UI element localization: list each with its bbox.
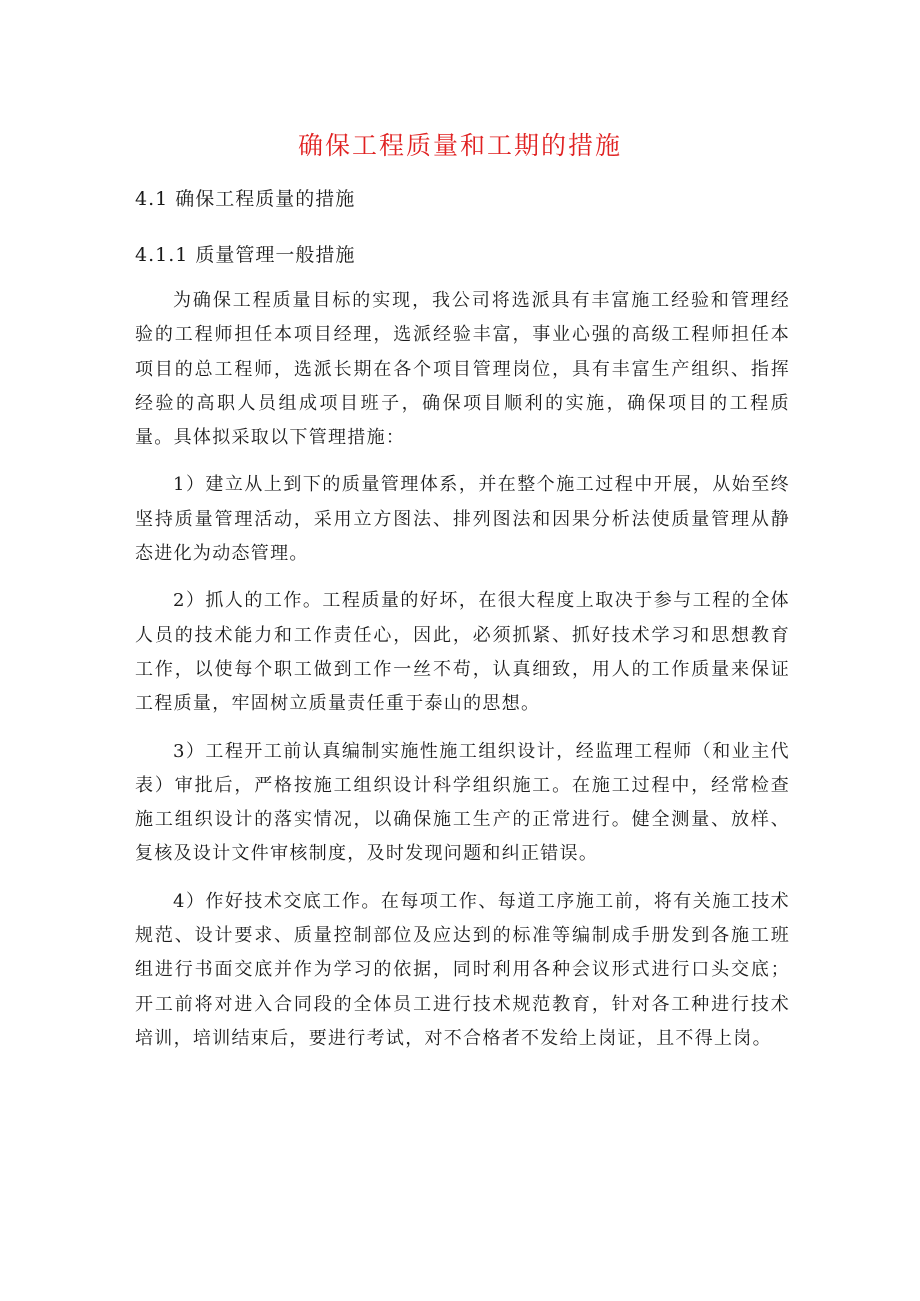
paragraph-item-3: 3）工程开工前认真编制实施性施工组织设计，经监理工程师（和业主代表）审批后，严格按施工组织设计科学组织施工。在施工过程中，经常检查施工组织设计的落实情况，以确保施工生产的正常进行。健全测量、放样、复核及设计文件审核制度，及时发现问题和纠正错误。: [135, 740, 790, 865]
paragraph-item-1: 1）建立从上到下的质量管理体系，并在整个施工过程中开展，从始至终坚持质量管理活动，采用立方图法、排列图法和因果分析法使质量管理从静态进化为动态管理。: [135, 474, 790, 565]
document-title: 确保工程质量和工期的措施: [297, 131, 622, 160]
subsection-heading: 4.1.1 质量管理一般措施: [135, 244, 356, 266]
paragraph-item-4: 4）作好技术交底工作。在每项工作、每道工序施工前，将有关施工技术规范、设计要求、质量控制部位及应达到的标准等编制成手册发到各施工班组进行书面交底并作为学习的依据，同时利用各种会议形式进行口头交底；开工前将对进入合同段的全体员工进行技术规范教育，针对各工种进行技术培训，培训结束后，要进行考试，对不合格者不发给上岗证，且不得上岗。: [135, 890, 790, 1049]
paragraph-item-2: 2）抓人的工作。工程质量的好坏，在很大程度上取决于参与工程的全体人员的技术能力和工作责任心，因此，必须抓紧、抓好技术学习和思想教育工作，以使每个职工做到工作一丝不苟，认真细致，用人的工作质量来保证工程质量，牢固树立质量责任重于泰山的思想。: [135, 590, 790, 715]
body-text: [135, 284, 790, 1069]
section-heading: 4.1 确保工程质量的措施: [135, 188, 356, 210]
paragraph-intro: 为确保工程质量目标的实现，我公司将选派具有丰富施工经验和管理经验的工程师担任本项目经理，选派经验丰富，事业心强的高级工程师担任本项目的总工程师，选派长期在各个项目管理岗位，具有丰富生产组织、指挥经验的高职人员组成项目班子，确保项目顺利的实施，确保项目的工程质量。具体拟采取以下管理措施：: [135, 290, 790, 449]
